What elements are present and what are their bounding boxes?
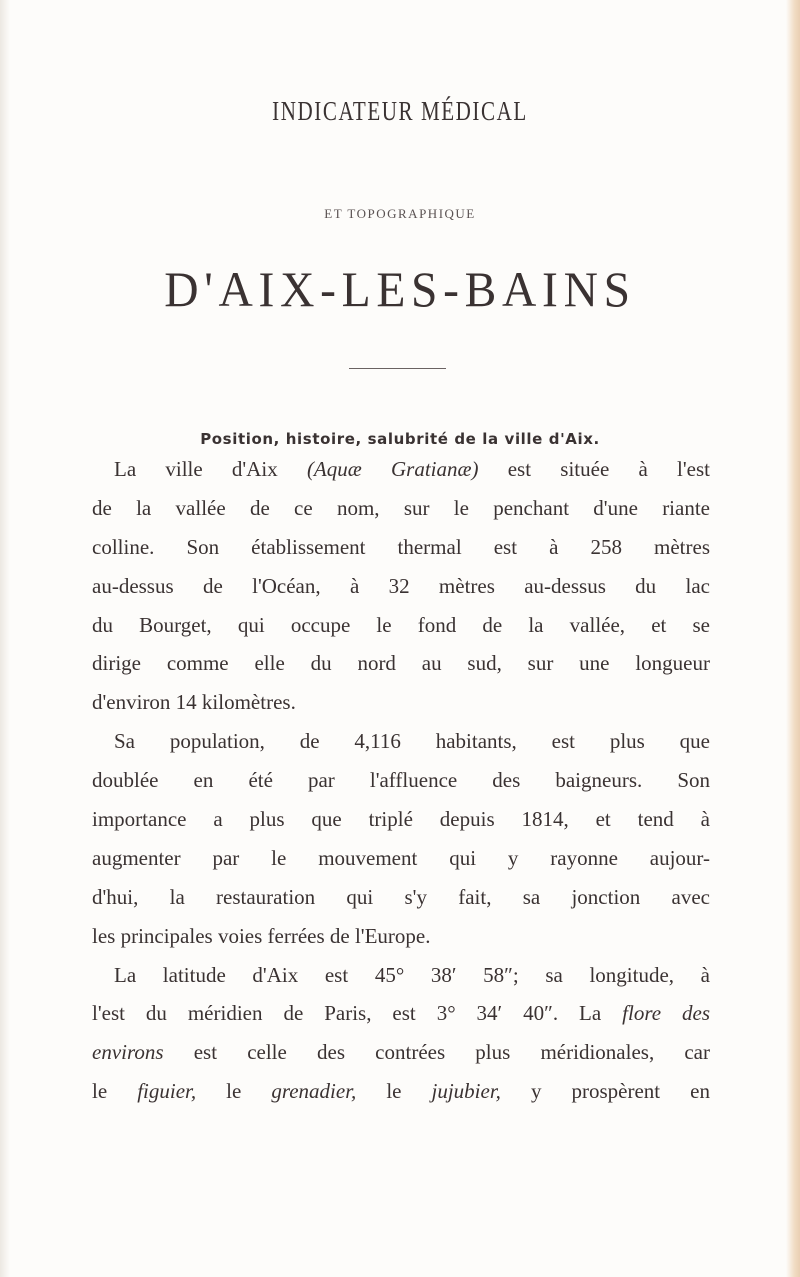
text-segment: le [356, 1079, 432, 1104]
text-line [92, 839, 710, 878]
book-subtitle: ET TOPOGRAPHIQUE [324, 206, 476, 221]
text-segment: augmenter par le mouvement qui y rayonne aujour- [92, 845, 710, 870]
text-line [92, 567, 710, 606]
text-segment: y prospèrent en [500, 1079, 710, 1104]
text-segment: le [196, 1079, 272, 1104]
text-segment: d'hui, la restauration qui s'y fait, sa jonction avec [92, 884, 710, 909]
book-place-title: D'AIX-LES-BAINS [164, 261, 636, 317]
text-segment: le [92, 1079, 138, 1104]
text-segment: du Bourget, qui occupe le fond de la vallée, et se [92, 612, 710, 637]
text-line [92, 878, 710, 917]
text-segment: l'est du méridien de Paris, est 3° 34′ 40″. La [92, 1001, 623, 1026]
text-line [92, 956, 710, 995]
text-segment: importance a plus que triplé depuis 1814, et tend à [92, 807, 710, 832]
text-line [92, 450, 710, 489]
italic-text: jujubier, [431, 1079, 501, 1104]
text-segment: La ville d'Aix [114, 457, 307, 481]
text-segment: les principales voies ferrées de l'Europe. [92, 923, 431, 948]
divider-rule [349, 368, 446, 369]
text-line [92, 1072, 710, 1111]
text-line [92, 994, 710, 1033]
italic-text: grenadier, [271, 1079, 357, 1104]
text-segment: Sa population, de 4,116 habitants, est plus que [114, 729, 710, 754]
text-segment: est située à l'est [478, 457, 710, 481]
body-text [92, 450, 710, 1111]
text-line [92, 683, 710, 722]
text-segment: est celle des contrées plus méridionales, car [163, 1040, 710, 1065]
text-segment: d'environ 14 kilomètres. [92, 690, 296, 715]
italic-text: figuier, [137, 1079, 197, 1104]
text-line [92, 528, 710, 567]
text-line [92, 606, 710, 645]
text-segment: doublée en été par l'affluence des baigneurs. Son [92, 768, 710, 793]
text-line [92, 489, 710, 528]
text-line [92, 1033, 710, 1072]
text-line [92, 722, 710, 761]
text-segment: dirige comme elle du nord au sud, sur une longueur [92, 651, 710, 676]
italic-text: environs [92, 1040, 164, 1065]
text-segment: colline. Son établissement thermal est à 258 mètres [92, 534, 710, 559]
book-title: INDICATEUR MÉDICAL [272, 96, 528, 126]
text-segment: au-dessus de l'Océan, à 32 mètres au-dessus du lac [92, 573, 710, 598]
text-line [92, 761, 710, 800]
text-segment: de la vallée de ce nom, sur le penchant d'une riante [92, 495, 710, 520]
text-line [92, 917, 710, 956]
page-edge-left [0, 0, 10, 1277]
text-line [92, 644, 710, 683]
text-line [92, 800, 710, 839]
italic-text: (Aquæ Gratianæ) [306, 457, 479, 481]
italic-text: flore des [622, 1001, 710, 1026]
page-edge-right [786, 0, 800, 1277]
section-heading: Position, histoire, salubrité de la ville d'Aix. [200, 430, 600, 448]
text-segment: La latitude d'Aix est 45° 38′ 58″; sa longitude, à [114, 962, 710, 987]
